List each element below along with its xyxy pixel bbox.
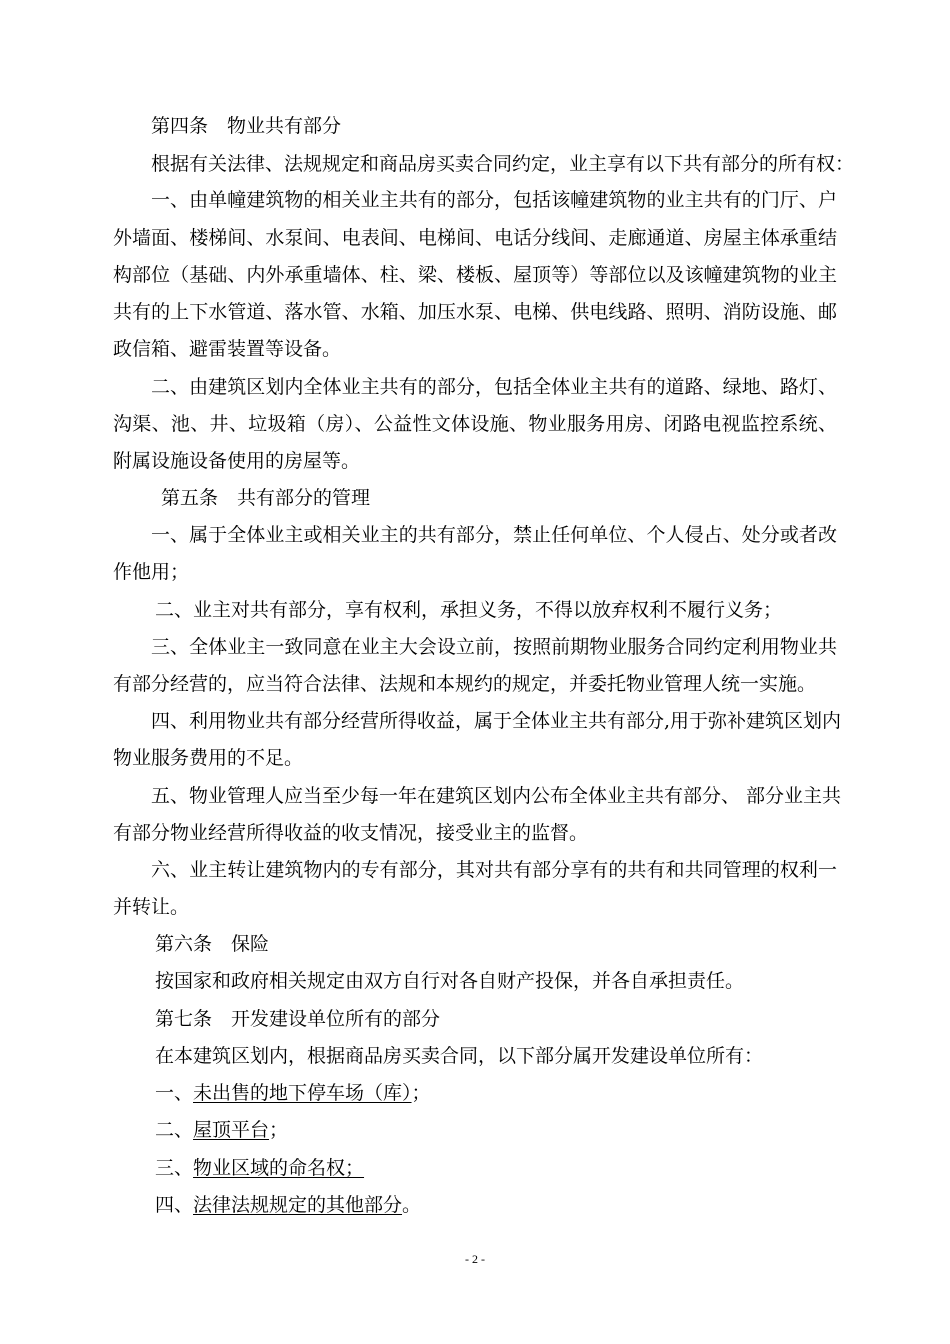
paragraph-line: 三、全体业主一致同意在业主大会设立前，按照前期物业服务合同约定利用物业共: [151, 636, 837, 658]
article-6-heading: 第六条 保险: [155, 933, 270, 955]
list-item-number: 四、: [155, 1194, 194, 1216]
article-7-heading: 第七条 开发建设单位所有的部分: [155, 1008, 441, 1030]
list-item: [155, 1118, 288, 1142]
paragraph-line: 四、利用物业共有部分经营所得收益，属于全体业主共有部分,用于弥补建筑区划内: [151, 710, 842, 732]
paragraph-line: 有部分物业经营所得收益的收支情况，接受业主的监督。: [113, 822, 589, 844]
list-item-text: 物业区域的命名权；: [193, 1157, 365, 1179]
list-item-number: 二、: [155, 1119, 194, 1141]
article-4-intro: 根据有关法律、法规规定和商品房买卖合同约定，业主享有以下共有部分的所有权：: [151, 153, 855, 175]
paragraph-line: 作他用；: [113, 561, 190, 583]
list-item-number: 三、: [155, 1157, 194, 1179]
list-item: [155, 1156, 364, 1180]
paragraph-line: 二、由建筑区划内全体业主共有的部分，包括全体业主共有的道路、绿地、路灯、: [151, 376, 837, 398]
list-item-end: ；: [269, 1119, 289, 1141]
paragraph-line: 沟渠、池、井、垃圾箱（房）、公益性文体设施、物业服务用房、闭路电视监控系统、: [113, 413, 837, 435]
article-5-heading: 第五条 共有部分的管理: [161, 487, 371, 509]
paragraph-line: 并转让。: [113, 896, 190, 918]
page-number: - 2 -: [465, 1252, 485, 1266]
paragraph-line: 五、物业管理人应当至少每一年在建筑区划内公布全体业主共有部分、 部分业主共: [151, 785, 842, 807]
list-item-number: 一、: [155, 1082, 194, 1104]
list-item-text: 屋顶平台: [193, 1119, 270, 1141]
paragraph-line: 附属设施设备使用的房屋等。: [113, 450, 361, 472]
list-item-text: 未出售的地下停车场（库）: [193, 1082, 412, 1104]
list-item-text: 法律法规规定的其他部分: [193, 1194, 403, 1216]
list-item-end: 。: [402, 1194, 422, 1216]
paragraph-line: 在本建筑区划内，根据商品房买卖合同，以下部分属开发建设单位所有：: [155, 1045, 764, 1067]
paragraph-line: 政信箱、避雷装置等设备。: [113, 338, 342, 360]
list-item: [155, 1081, 431, 1105]
paragraph-line: 构部位（基础、内外承重墙体、柱、梁、楼板、屋顶等）等部位以及该幢建筑物的业主: [113, 264, 837, 286]
article-4-heading: 第四条 物业共有部分: [151, 115, 342, 137]
list-item-end: ；: [411, 1082, 431, 1104]
paragraph-line: 按国家和政府相关规定由双方自行对各自财产投保，并各自承担责任。: [155, 970, 745, 992]
list-item: [155, 1193, 421, 1217]
paragraph-line: 外墙面、楼梯间、水泵间、电表间、电梯间、电话分线间、走廊通道、房屋主体承重结: [113, 227, 837, 249]
paragraph-line: 六、业主转让建筑物内的专有部分，其对共有部分享有的共有和共同管理的权利一: [151, 859, 837, 881]
paragraph-line: 物业服务费用的不足。: [113, 747, 304, 769]
paragraph-line: 共有的上下水管道、落水管、水箱、加压水泵、电梯、供电线路、照明、消防设施、邮: [113, 301, 837, 323]
paragraph-line: 二、业主对共有部分，享有权利，承担义务，不得以放弃权利不履行义务；: [155, 599, 783, 621]
paragraph-line: 一、属于全体业主或相关业主的共有部分，禁止任何单位、个人侵占、处分或者改: [151, 524, 837, 546]
paragraph-line: 一、由单幢建筑物的相关业主共有的部分，包括该幢建筑物的业主共有的门厅、户: [151, 189, 837, 211]
paragraph-line: 有部分经营的，应当符合法律、法规和本规约的规定，并委托物业管理人统一实施。: [113, 673, 817, 695]
